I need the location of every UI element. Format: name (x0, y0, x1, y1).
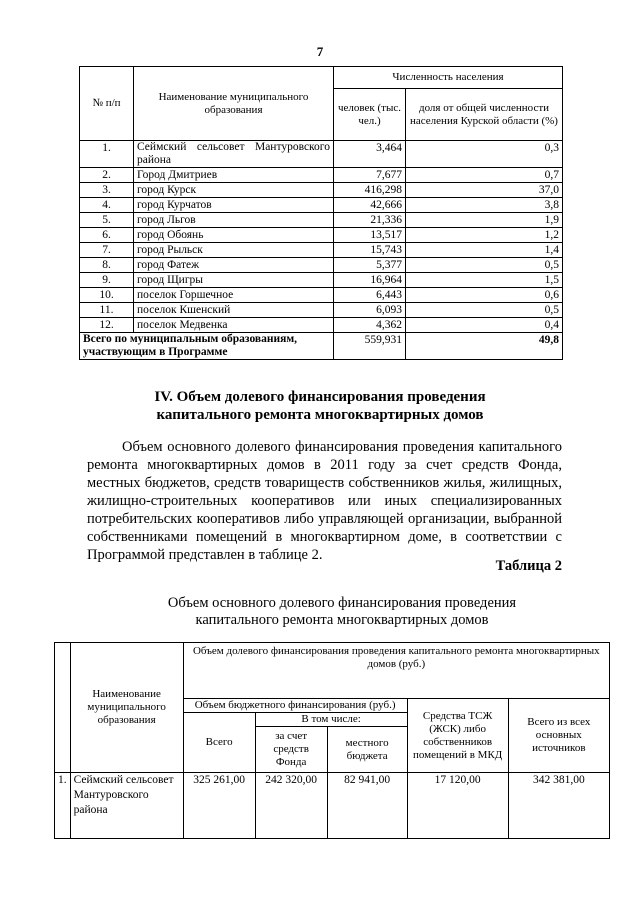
header-people: человек (тыс. чел.) (334, 89, 406, 141)
row-hoa: 17 120,00 (407, 773, 508, 839)
section-heading-line1: IV. Объем долевого финансирования проведения (154, 389, 486, 405)
row-people: 6,443 (334, 288, 406, 303)
row-share: 1,4 (406, 243, 563, 258)
table-row (80, 303, 563, 318)
table-row (80, 183, 563, 198)
t2-header-total: Всего (183, 713, 255, 773)
t2-header-fund: за счет средств Фонда (255, 727, 327, 773)
row-num: 9. (80, 273, 134, 288)
row-name: город Рыльск (134, 243, 334, 258)
page-number: 7 (316, 44, 324, 59)
row-num: 5. (80, 213, 134, 228)
row-people: 3,464 (334, 141, 406, 168)
row-num: 1. (80, 141, 134, 168)
row-share: 37,0 (406, 183, 563, 198)
total-people: 559,931 (334, 333, 406, 360)
row-name: город Фатеж (134, 258, 334, 273)
row-total: 325 261,00 (183, 773, 255, 839)
row-name: поселок Кшенский (134, 303, 334, 318)
row-people: 21,336 (334, 213, 406, 228)
financing-table-body (55, 773, 610, 839)
table-row (80, 318, 563, 333)
row-name: поселок Медвенка (134, 318, 334, 333)
row-num: 7. (80, 243, 134, 258)
row-people: 16,964 (334, 273, 406, 288)
row-num: 8. (80, 258, 134, 273)
t2-header-all-sources: Всего из всех основных источников (508, 699, 609, 773)
row-name: Сеймский сельсовет Мантуровского района (70, 773, 183, 839)
row-num: 10. (80, 288, 134, 303)
row-people: 416,298 (334, 183, 406, 198)
total-share: 49,8 (406, 333, 563, 360)
row-share: 1,5 (406, 273, 563, 288)
table2-caption-line2: капитального ремонта многоквартирных домов (195, 612, 489, 628)
section-paragraph: Объем основного долевого финансирования проведения капитального ремонта многоквартирных домов в 2011 году за счет средств Фонда, местных бюджетов, средств товариществ собственников жилья, жилищных, жилищно-строительных кооперативов или иных специализированных потребительских кооперативов либо управляющей организации, выбранной собственниками помещений в многоквартирном доме, в соответствии с Программой представлен в таблице 2. (87, 439, 562, 563)
row-share: 0,5 (406, 303, 563, 318)
row-local: 82 941,00 (327, 773, 407, 839)
header-num-empty (55, 643, 71, 773)
table-row (80, 228, 563, 243)
row-share: 1,2 (406, 228, 563, 243)
total-row (80, 333, 563, 360)
row-people: 4,362 (334, 318, 406, 333)
t2-header-including: В том числе: (255, 713, 407, 727)
t2-header-hoa: Средства ТСЖ (ЖСК) либо собственников помещений в МКД (407, 699, 508, 773)
table-row (80, 273, 563, 288)
table-row (80, 243, 563, 258)
table-label: Таблица 2 (495, 558, 562, 574)
row-name: Город Дмитриев (134, 168, 334, 183)
t2-header-budget: Объем бюджетного финансирования (руб.) (183, 699, 407, 713)
header-share: доля от общей численности населения Курской области (%) (406, 89, 563, 141)
row-name: город Курск (134, 183, 334, 198)
table-row (80, 168, 563, 183)
row-people: 5,377 (334, 258, 406, 273)
table2-caption-line1: Объем основного долевого финансирования проведения (167, 595, 517, 611)
table-row (80, 288, 563, 303)
row-people: 6,093 (334, 303, 406, 318)
table-row (80, 198, 563, 213)
row-name: поселок Горшечное (134, 288, 334, 303)
header-num: № п/п (80, 67, 134, 141)
table-row (80, 258, 563, 273)
row-name: город Щигры (134, 273, 334, 288)
row-name: город Курчатов (134, 198, 334, 213)
row-num: 11. (80, 303, 134, 318)
row-share: 0,3 (406, 141, 563, 168)
row-num: 3. (80, 183, 134, 198)
row-num: 12. (80, 318, 134, 333)
population-table-body (80, 141, 563, 333)
row-people: 15,743 (334, 243, 406, 258)
row-share: 0,6 (406, 288, 563, 303)
row-fund: 242 320,00 (255, 773, 327, 839)
row-num: 6. (80, 228, 134, 243)
row-num: 1. (55, 773, 71, 839)
t2-header-local: местного бюджета (327, 727, 407, 773)
row-people: 13,517 (334, 228, 406, 243)
table-row (80, 141, 563, 168)
financing-table (54, 642, 610, 839)
table-row (55, 773, 610, 839)
table-row (80, 213, 563, 228)
row-num: 2. (80, 168, 134, 183)
population-table (79, 66, 563, 360)
row-name: Сеймский сельсовет Мантуровского района (134, 141, 334, 168)
row-share: 0,4 (406, 318, 563, 333)
row-name: город Льгов (134, 213, 334, 228)
row-name: город Обоянь (134, 228, 334, 243)
row-share: 1,9 (406, 213, 563, 228)
row-share: 0,5 (406, 258, 563, 273)
row-people: 42,666 (334, 198, 406, 213)
row-share: 0,7 (406, 168, 563, 183)
row-share: 3,8 (406, 198, 563, 213)
header-name: Наименование муниципального образования (134, 67, 334, 141)
row-all-sources: 342 381,00 (508, 773, 609, 839)
header-population: Численность населения (334, 67, 563, 89)
row-num: 4. (80, 198, 134, 213)
total-label: Всего по муниципальным образованиям, участвующим в Программе (80, 333, 334, 360)
row-people: 7,677 (334, 168, 406, 183)
t2-header-name: Наименование муниципального образования (70, 643, 183, 773)
section-heading-line2: капитального ремонта многоквартирных домов (156, 407, 484, 423)
t2-header-volume: Объем долевого финансирования проведения капитального ремонта многоквартирных домов (руб.) (183, 643, 609, 699)
